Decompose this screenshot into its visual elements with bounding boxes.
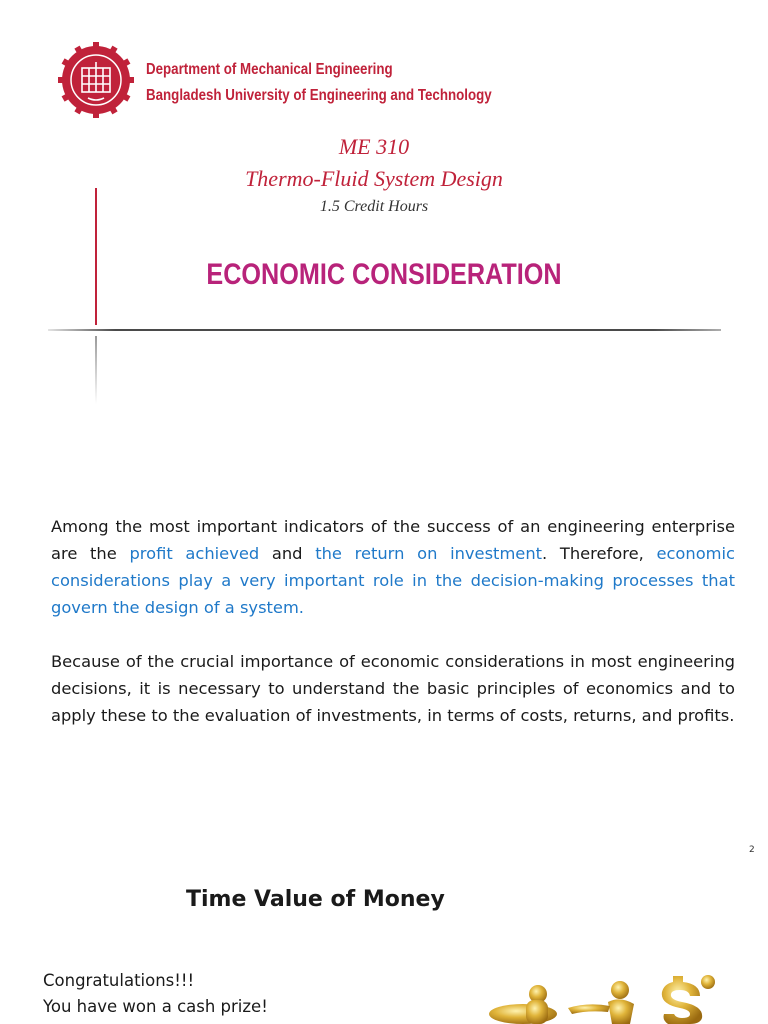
course-credits: 1.5 Credit Hours xyxy=(319,198,429,215)
paragraph-text: and xyxy=(259,544,316,563)
paragraph-text: . Therefore, xyxy=(542,544,657,563)
slide-title: ECONOMIC CONSIDERATION xyxy=(206,258,562,291)
congratulations-text: Congratulations!!! xyxy=(43,971,195,990)
highlight-profit-achieved: profit achieved xyxy=(129,544,260,563)
section-title-time-value-of-money: Time Value of Money xyxy=(186,887,445,912)
course-name: Thermo-Fluid System Design xyxy=(245,166,503,191)
paragraph-economic-intro xyxy=(51,513,735,621)
university-logo xyxy=(58,42,134,118)
cash-prize-text: You have won a cash prize! xyxy=(43,997,268,1016)
department-header xyxy=(146,57,492,109)
highlight-return-on-investment: the return on investment xyxy=(315,544,543,563)
paragraph-text: Among the most important indicators of the success of an engineering enterprise are the xyxy=(51,517,735,563)
paragraph-economic-principles: Because of the crucial importance of economic considerations in most engineering decisions, it is necessary to understand the basic principles of economics and to apply these to the evaluation of investments, in terms of costs, returns, and profits. xyxy=(51,652,735,725)
gold-money-figures-illustration xyxy=(468,968,718,1024)
highlight-economic-considerations: economic considerations play a very important role in the decision-making processes that govern the design of a system. xyxy=(51,544,735,617)
university-name: Bangladesh University of Engineering and Technology xyxy=(146,87,492,104)
vertical-rule-shadow xyxy=(95,336,97,404)
horizontal-divider xyxy=(48,329,721,331)
course-code: ME 310 xyxy=(338,134,410,159)
vertical-rule-accent xyxy=(95,188,97,325)
page-number: 2 xyxy=(749,845,755,855)
department-name: Department of Mechanical Engineering xyxy=(146,61,393,78)
